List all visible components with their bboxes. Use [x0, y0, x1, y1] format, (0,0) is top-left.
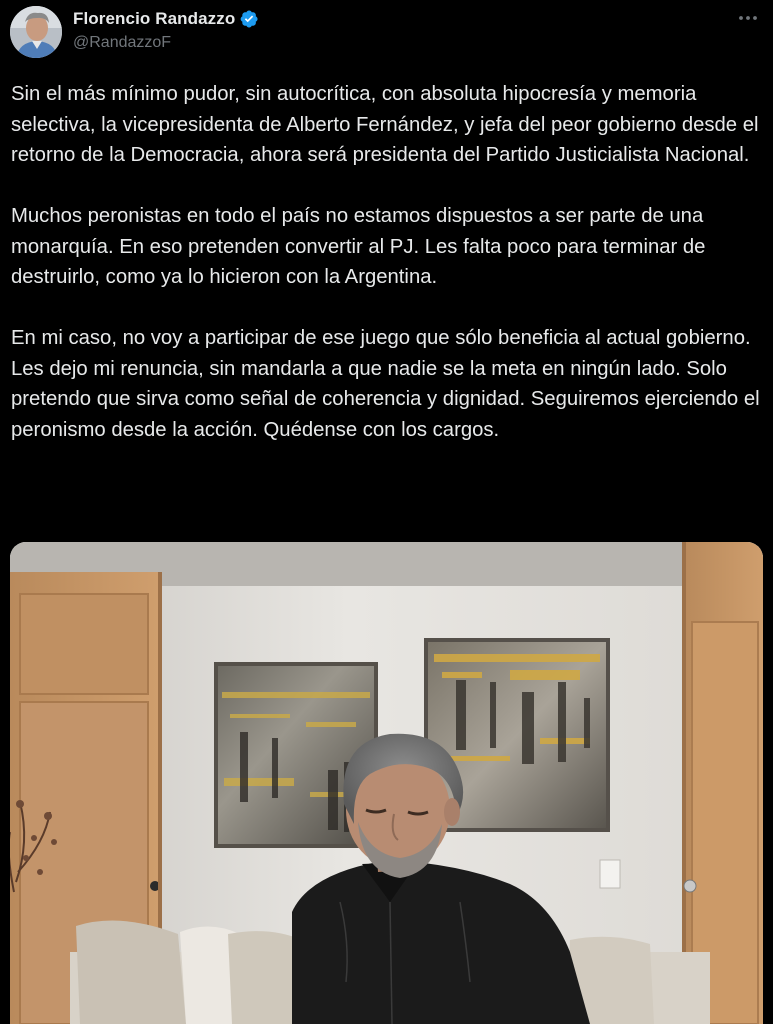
avatar[interactable]: [10, 6, 62, 58]
more-options-icon[interactable]: [737, 10, 759, 26]
handle[interactable]: @RandazzoF: [73, 34, 172, 51]
tweet-paragraph: En mi caso, no voy a participar de ese juego que sólo beneficia al actual gobierno. Les dejo mi renuncia, sin mandarla a que nadie se la meta en ningún lado. Solo pretendo que sirva como señal de coherencia y dignidad. Seguiremos ejerciendo el peronismo desde la acción. Quédense con los cargos.: [11, 327, 760, 441]
display-name[interactable]: Florencio Randazzo: [73, 9, 236, 28]
tweet-media-photo[interactable]: [10, 542, 763, 1024]
avatar-image: [10, 6, 62, 58]
photo-illustration: [10, 542, 763, 1024]
tweet-paragraph: Sin el más mínimo pudor, sin autocrítica, con absoluta hipocresía y memoria selectiva, la vicepresidenta de Alberto Fernández, y jefa del peor gobierno desde el retorno de la Democracia, ahora será presidenta del Partido Justicialista Nacional.: [11, 83, 759, 166]
verified-badge-icon: [239, 9, 259, 29]
tweet-paragraph: Muchos peronistas en todo el país no estamos dispuestos a ser parte de una monarquía. En eso pretenden convertir al PJ. Les falta poco para terminar de destruirlo, como ya lo hicieron con la Argentina.: [11, 205, 706, 288]
tweet-text: [11, 79, 763, 445]
tweet-author: [73, 8, 259, 52]
name-row: [73, 8, 259, 30]
